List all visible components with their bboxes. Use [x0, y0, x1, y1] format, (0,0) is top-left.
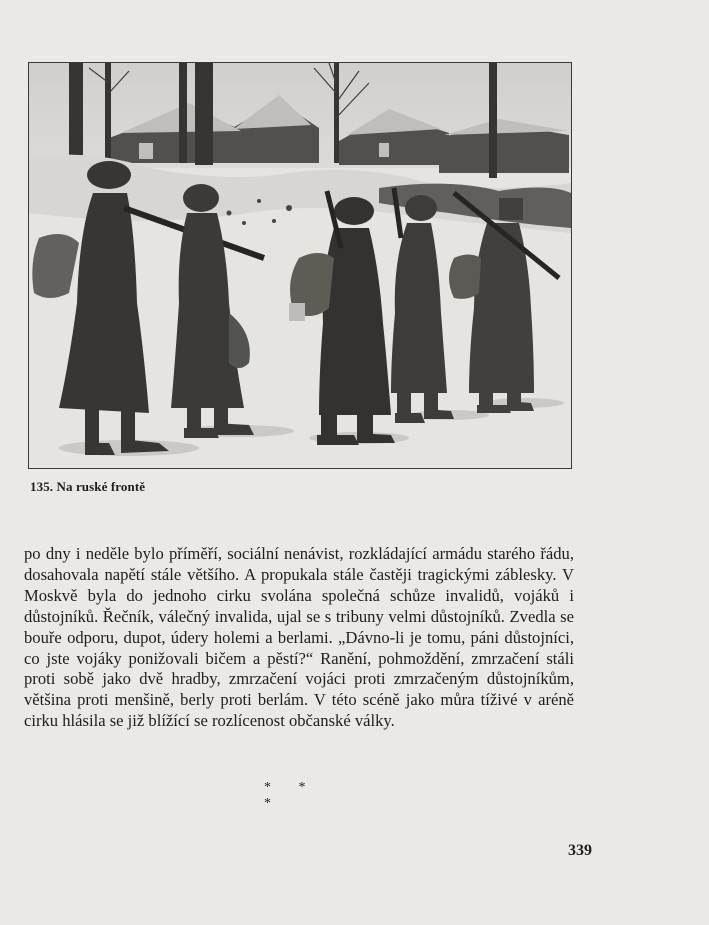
body-paragraph: po dny i neděle bylo příměří, sociální nenávist, rozkládající armádu starého řádu, dosahovala napětí stále většího. A propukala stále častěji tragickými záblesky. V Moskvě byla do jednoho cirku svolána společná schůze invalidů, vojáků i důstojníků. Řečník, válečný invalida, ujal se s tribuny velmi důstojníků. Zvedla se bouře odporu, dupot, údery holemi a berlami. „Dávno-li je tomu, páni důstojníci, co jste vojáky ponižovali bičem a pěstí?“ Ranění, pohmoždění, zmrzačení stáli proti sobě jako dvě hradby, zmrzačení vojáci proti zmrzačeným důstojníkům, většina proti menšině, berly proti berlám. V této scéně jako můra tíživé v aréně cirku hlásila se již blížící se rozlícenost občanské války. — [24, 544, 574, 731]
figure-caption: 135. Na ruské frontě — [30, 479, 146, 494]
section-separator — [264, 780, 334, 810]
photo-soldiers-in-snow-icon — [29, 63, 571, 468]
page-number: 339 — [568, 842, 592, 859]
separator-text: * * * — [264, 780, 318, 811]
figure-photo — [28, 62, 572, 469]
